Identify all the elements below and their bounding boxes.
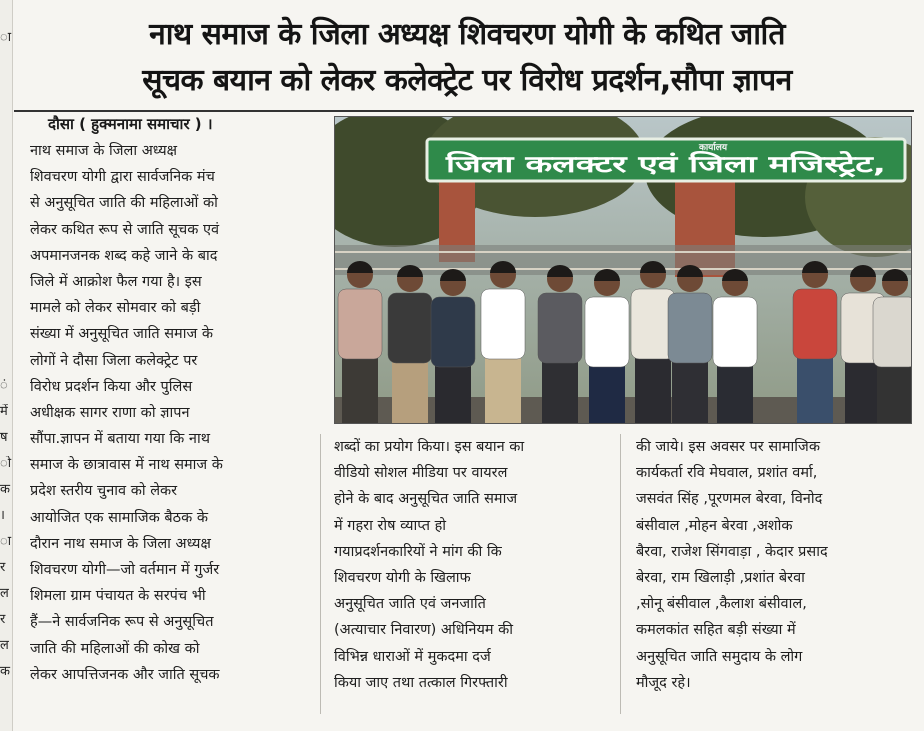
column-divider <box>320 434 321 714</box>
article-line: बैरवा, राजेश सिंगवाड़ा , केदार प्रसाद <box>636 543 828 560</box>
article-line: शिमला ग्राम पंचायत के सरपंच भी <box>30 588 206 605</box>
article-line: हैं—ने सार्वजनिक रूप से अनुसूचित <box>30 614 214 631</box>
article-line: से अनुसूचित जाति की महिलाओं को <box>30 195 218 212</box>
headline-rule <box>14 110 914 112</box>
headline-line-2: सूचक बयान को लेकर कलेक्ट्रेट पर विरोध प्रदर्शन,सौपा ज्ञापन <box>142 63 792 98</box>
strip-glyph: ल <box>0 586 9 601</box>
article-line: किया जाए तथा तत्काल गिरफ्तारी <box>334 674 508 691</box>
article-line: शब्दों का प्रयोग किया। इस बयान का <box>334 439 525 455</box>
adjacent-column-strip <box>0 0 13 731</box>
article-line: समाज के छात्रावास में नाथ समाज के <box>30 457 223 474</box>
article-line: शिवचरण योगी—जो वर्तमान में गुर्जर <box>30 562 220 578</box>
article-line: में गहरा रोष व्याप्त हो <box>334 517 447 534</box>
article-line: जिले में आक्रोश फैल गया है। इस <box>30 273 202 290</box>
article-line: अपमानजनक शब्द कहे जाने के बाद <box>30 247 218 264</box>
article-line: सौंपा.ज्ञापन में बताया गया कि नाथ <box>30 431 210 448</box>
article-line: ,सोनू बंसीवाल ,कैलाश बंसीवाल, <box>636 596 807 613</box>
article-line: जसवंत सिंह ,पूरणमल बेरवा, विनोद <box>636 491 823 508</box>
strip-glyph: ष <box>0 430 8 445</box>
strip-glyph: ा <box>0 30 12 45</box>
article-line: की जाये। इस अवसर पर सामाजिक <box>636 439 820 455</box>
strip-glyph: ं <box>0 378 8 393</box>
article-line: बेरवा, राम खिलाड़ी ,प्रशांत बेरवा <box>636 569 805 586</box>
sign-main-text: जिला कलक्टर एवं जिला मजिस्ट्रेट, <box>446 152 738 178</box>
strip-glyph: । <box>0 508 5 523</box>
strip-glyph: ा <box>0 534 12 549</box>
article-line: दौरान नाथ समाज के जिला अध्यक्ष <box>30 535 211 552</box>
article-line: बंसीवाल ,मोहन बेरवा ,अशोक <box>636 517 793 534</box>
article-line: लेकर कथित रूप से जाति सूचक एवं <box>30 221 220 238</box>
article-line: प्रदेश स्तरीय चुनाव को लेकर <box>30 483 178 500</box>
sign-small-text: कार्यालय <box>698 143 728 153</box>
article-line: विभिन्न धाराओं में मुकदमा दर्ज <box>334 648 491 665</box>
article-line: लोगों ने दौसा जिला कलेक्ट्रेट पर <box>30 352 198 369</box>
strip-glyph: क <box>0 664 10 679</box>
article-line: अनुसूचित जाति समुदाय के लोग <box>636 648 803 665</box>
dateline: दौसा ( हुक्मनामा समाचार ) । <box>48 115 213 133</box>
article-line: आयोजित एक सामाजिक बैठक के <box>30 509 208 526</box>
article-line: जाति की महिलाओं की कोख को <box>30 640 200 657</box>
news-photo <box>334 116 912 424</box>
article-column-2 <box>334 434 606 696</box>
article-line: संख्या में अनुसूचित जाति समाज के <box>30 326 213 343</box>
strip-glyph: र <box>0 612 6 627</box>
strip-glyph: क <box>0 482 10 497</box>
strip-glyph: में <box>0 404 8 419</box>
article-line: कमलकांत सहित बड़ी संख्या में <box>636 622 796 639</box>
headline-line-1: नाथ समाज के जिला अध्यक्ष शिवचरण योगी के कथित जाति <box>149 17 785 52</box>
article-line: गयाप्रदर्शनकारियों ने मांग की कि <box>334 543 502 560</box>
headline <box>22 12 912 104</box>
strip-glyph: ो <box>0 456 12 471</box>
article-line: अनुसूचित जाति एवं जनजाति <box>334 596 486 613</box>
article-line: अधीक्षक सागर राणा को ज्ञापन <box>30 404 190 421</box>
article-line: शिवचरण योगी द्वारा सार्वजनिक मंच <box>30 169 215 186</box>
article-line: मौजूद रहे। <box>636 674 691 691</box>
column-divider <box>620 434 621 714</box>
article-line: नाथ समाज के जिला अध्यक्ष <box>30 143 178 159</box>
article-line: वीडियो सोशल मीडिया पर वायरल <box>334 465 508 482</box>
article-line: शिवचरण योगी के खिलाफ <box>334 569 471 586</box>
strip-glyph: ल <box>0 638 9 653</box>
strip-glyph: र <box>0 560 6 575</box>
article-line: होने के बाद अनुसूचित जाति समाज <box>334 491 518 508</box>
article-line: (अत्याचार निवारण) अधिनियम की <box>334 622 514 639</box>
article-line: लेकर आपत्तिजनक और जाति सूचक <box>30 666 220 683</box>
article-column-1 <box>30 138 302 688</box>
article-line: कार्यकर्ता रवि मेघवाल, प्रशांत वर्मा, <box>636 465 818 482</box>
article-line: मामले को लेकर सोमवार को बड़ी <box>30 300 201 317</box>
article-column-3 <box>636 434 910 696</box>
article-line: विरोध प्रदर्शन किया और पुलिस <box>30 378 193 395</box>
